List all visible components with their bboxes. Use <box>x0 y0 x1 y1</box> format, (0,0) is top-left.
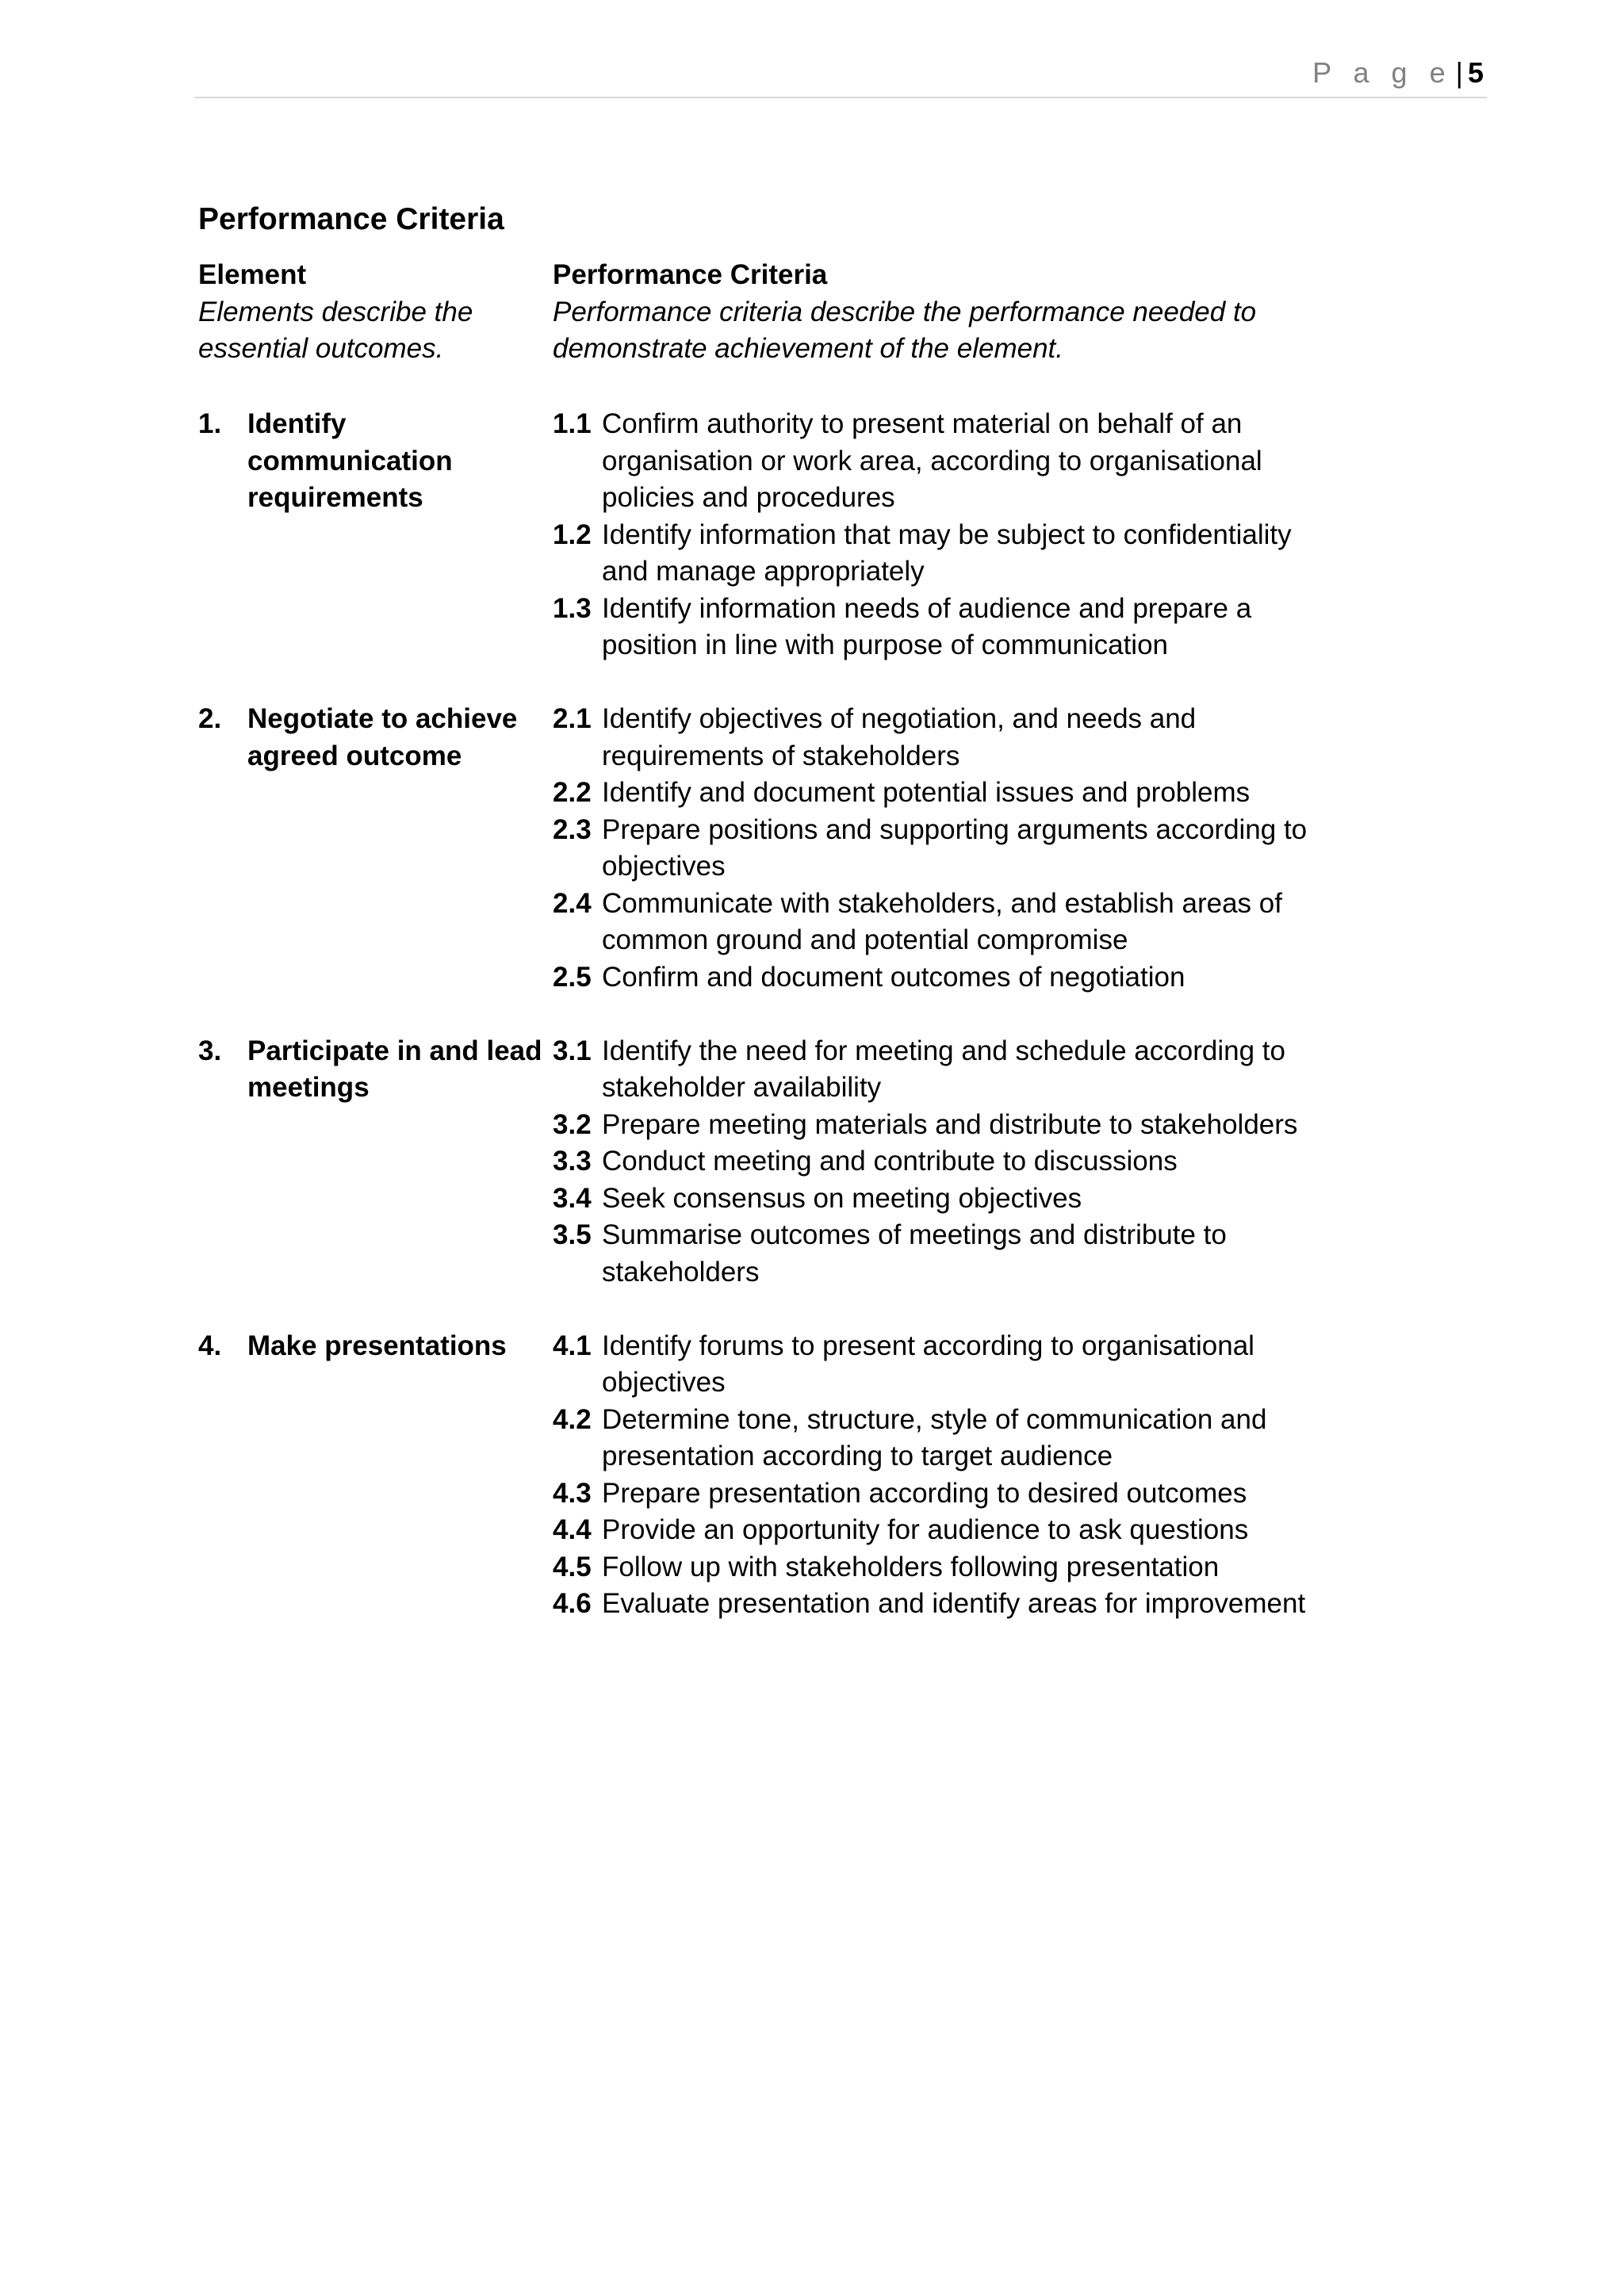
element-title <box>247 1328 553 1623</box>
criteria-column-description-line: Performance criteria describe the performance needed to <box>553 296 1257 327</box>
page-number-label <box>1312 56 1484 89</box>
criteria-column-description-line: demonstrate achievement of the element. <box>553 333 1063 364</box>
criterion-text <box>602 1549 1372 1586</box>
element-column-header <box>198 257 531 368</box>
criterion-text <box>602 701 1372 775</box>
criterion-number: 2.2 <box>553 777 592 808</box>
criterion-number: 4.3 <box>553 1477 592 1509</box>
element-title-line: Participate in and lead <box>247 1035 542 1066</box>
criteria-list <box>553 701 1372 996</box>
criteria-list <box>553 1033 1372 1292</box>
criterion-text-line: objectives <box>602 851 726 882</box>
criterion-text-line: presentation according to target audience <box>602 1441 1113 1471</box>
criterion-text-line: Confirm authority to present material on behalf of an <box>602 408 1243 439</box>
element-column-description-line: Elements describe the <box>198 296 473 327</box>
element-title <box>247 701 553 996</box>
element-title <box>247 406 553 664</box>
element-row <box>198 701 1372 996</box>
criterion-text-line: Identify information that may be subject to confidentiality <box>602 519 1292 550</box>
criterion-item <box>553 406 1372 517</box>
criterion-text-line: Determine tone, structure, style of communication and <box>602 1403 1267 1435</box>
element-number: 2. <box>198 703 222 734</box>
criterion-item <box>553 1181 1372 1218</box>
section-title: Performance Criteria <box>198 202 504 236</box>
criterion-text <box>602 812 1372 886</box>
criterion-item <box>553 517 1372 591</box>
element-title-line: agreed outcome <box>247 740 462 771</box>
criterion-item <box>553 1549 1372 1586</box>
criterion-text <box>602 959 1372 997</box>
element-title-line: requirements <box>247 482 423 513</box>
criterion-item <box>553 1475 1372 1513</box>
criterion-text-line: Provide an opportunity for audience to ask questions <box>602 1514 1249 1545</box>
criterion-item <box>553 1143 1372 1181</box>
criterion-number: 3.4 <box>553 1182 592 1214</box>
element-row <box>198 1328 1372 1623</box>
criterion-text-line: Identify objectives of negotiation, and needs and <box>602 703 1197 734</box>
criterion-text-line: Seek consensus on meeting objectives <box>602 1182 1082 1214</box>
criterion-text-line: policies and procedures <box>602 482 895 513</box>
criterion-item <box>553 1512 1372 1549</box>
criterion-text-line: position in line with purpose of communication <box>602 629 1168 660</box>
page-number: 5 <box>1467 56 1484 89</box>
criterion-item <box>553 1402 1372 1475</box>
page-header <box>194 52 1487 98</box>
element-column-description-line: essential outcomes. <box>198 333 444 364</box>
element-cell <box>198 406 553 664</box>
element-row <box>198 1033 1372 1292</box>
criterion-text <box>602 1402 1372 1475</box>
criterion-item <box>553 1328 1372 1402</box>
criterion-text <box>602 886 1372 959</box>
criterion-text-line: stakeholder availability <box>602 1072 882 1103</box>
criterion-text-line: Identify the need for meeting and schedule according to <box>602 1035 1285 1066</box>
criterion-number: 1.1 <box>553 408 592 439</box>
element-title-line: meetings <box>247 1072 370 1103</box>
criterion-text-line: Prepare positions and supporting arguments according to <box>602 813 1308 845</box>
element-cell <box>198 1033 553 1292</box>
element-cell <box>198 701 553 996</box>
criterion-number: 3.5 <box>553 1219 592 1250</box>
criterion-item <box>553 775 1372 812</box>
criteria-list <box>553 406 1372 664</box>
element-row <box>198 406 1372 664</box>
criterion-number: 1.2 <box>553 519 592 550</box>
criterion-number: 3.2 <box>553 1108 592 1140</box>
criteria-table <box>198 406 1372 1659</box>
criterion-text <box>602 1107 1372 1144</box>
criterion-number: 2.3 <box>553 813 592 845</box>
criterion-item <box>553 1107 1372 1144</box>
criterion-text-line: Prepare presentation according to desired outcomes <box>602 1477 1247 1509</box>
criterion-number: 4.6 <box>553 1588 592 1619</box>
criterion-text <box>602 1033 1372 1107</box>
criterion-text-line: Communicate with stakeholders, and establish areas of <box>602 887 1282 919</box>
criterion-text-line: and manage appropriately <box>602 556 925 587</box>
criterion-text <box>602 1181 1372 1218</box>
criterion-number: 4.5 <box>553 1551 592 1582</box>
element-number: 4. <box>198 1330 222 1361</box>
criterion-item <box>553 1586 1372 1623</box>
criterion-text <box>602 1217 1372 1291</box>
criterion-text-line: Follow up with stakeholders following presentation <box>602 1551 1220 1582</box>
criterion-item <box>553 1033 1372 1107</box>
criterion-number: 3.1 <box>553 1035 592 1066</box>
element-number: 1. <box>198 408 222 439</box>
criterion-text-line: organisation or work area, according to organisational <box>602 445 1262 476</box>
criterion-number: 3.3 <box>553 1146 592 1177</box>
criterion-text <box>602 1328 1372 1402</box>
criterion-number: 4.1 <box>553 1330 592 1361</box>
element-title <box>247 1033 553 1292</box>
criterion-item <box>553 886 1372 959</box>
criterion-number: 2.1 <box>553 703 592 734</box>
criterion-number: 4.4 <box>553 1514 592 1545</box>
element-number: 3. <box>198 1035 222 1066</box>
criterion-number: 2.4 <box>553 887 592 919</box>
criterion-text-line: common ground and potential compromise <box>602 924 1128 955</box>
criterion-text <box>602 1586 1372 1623</box>
criterion-item <box>553 591 1372 664</box>
criterion-text-line: Identify information needs of audience and prepare a <box>602 592 1252 624</box>
criterion-text-line: Confirm and document outcomes of negotiation <box>602 961 1185 993</box>
criterion-text <box>602 775 1372 812</box>
criterion-text-line: requirements of stakeholders <box>602 740 960 771</box>
criterion-item <box>553 959 1372 997</box>
criterion-text-line: objectives <box>602 1367 726 1398</box>
element-title-line: Make presentations <box>247 1330 507 1361</box>
criterion-number: 4.2 <box>553 1403 592 1435</box>
element-cell <box>198 1328 553 1623</box>
criterion-text-line: Identify and document potential issues and problems <box>602 777 1251 808</box>
page-separator: | <box>1455 56 1463 89</box>
element-title-line: Negotiate to achieve <box>247 703 518 734</box>
criteria-column-heading: Performance Criteria <box>553 259 828 290</box>
criterion-text <box>602 1475 1372 1513</box>
criterion-text-line: Conduct meeting and contribute to discussions <box>602 1146 1178 1177</box>
criterion-item <box>553 812 1372 886</box>
criterion-text <box>602 591 1372 664</box>
criterion-number: 2.5 <box>553 961 592 993</box>
criterion-text-line: stakeholders <box>602 1256 760 1288</box>
criterion-text-line: Summarise outcomes of meetings and distribute to <box>602 1219 1227 1250</box>
criterion-item <box>553 1217 1372 1291</box>
element-title-line: Identify <box>247 408 347 439</box>
criterion-text <box>602 517 1372 591</box>
criterion-text <box>602 406 1372 517</box>
criteria-column-header <box>553 257 1346 368</box>
criterion-text-line: Evaluate presentation and identify areas for improvement <box>602 1588 1306 1619</box>
criterion-text-line: Prepare meeting materials and distribute to stakeholders <box>602 1108 1298 1140</box>
criterion-text <box>602 1143 1372 1181</box>
criterion-number: 1.3 <box>553 592 592 624</box>
element-title-line: communication <box>247 445 453 476</box>
page-word: P a g e <box>1312 56 1453 89</box>
element-column-heading: Element <box>198 259 307 290</box>
criteria-list <box>553 1328 1372 1623</box>
criterion-text-line: Identify forums to present according to organisational <box>602 1330 1254 1361</box>
criterion-item <box>553 701 1372 775</box>
criterion-text <box>602 1512 1372 1549</box>
